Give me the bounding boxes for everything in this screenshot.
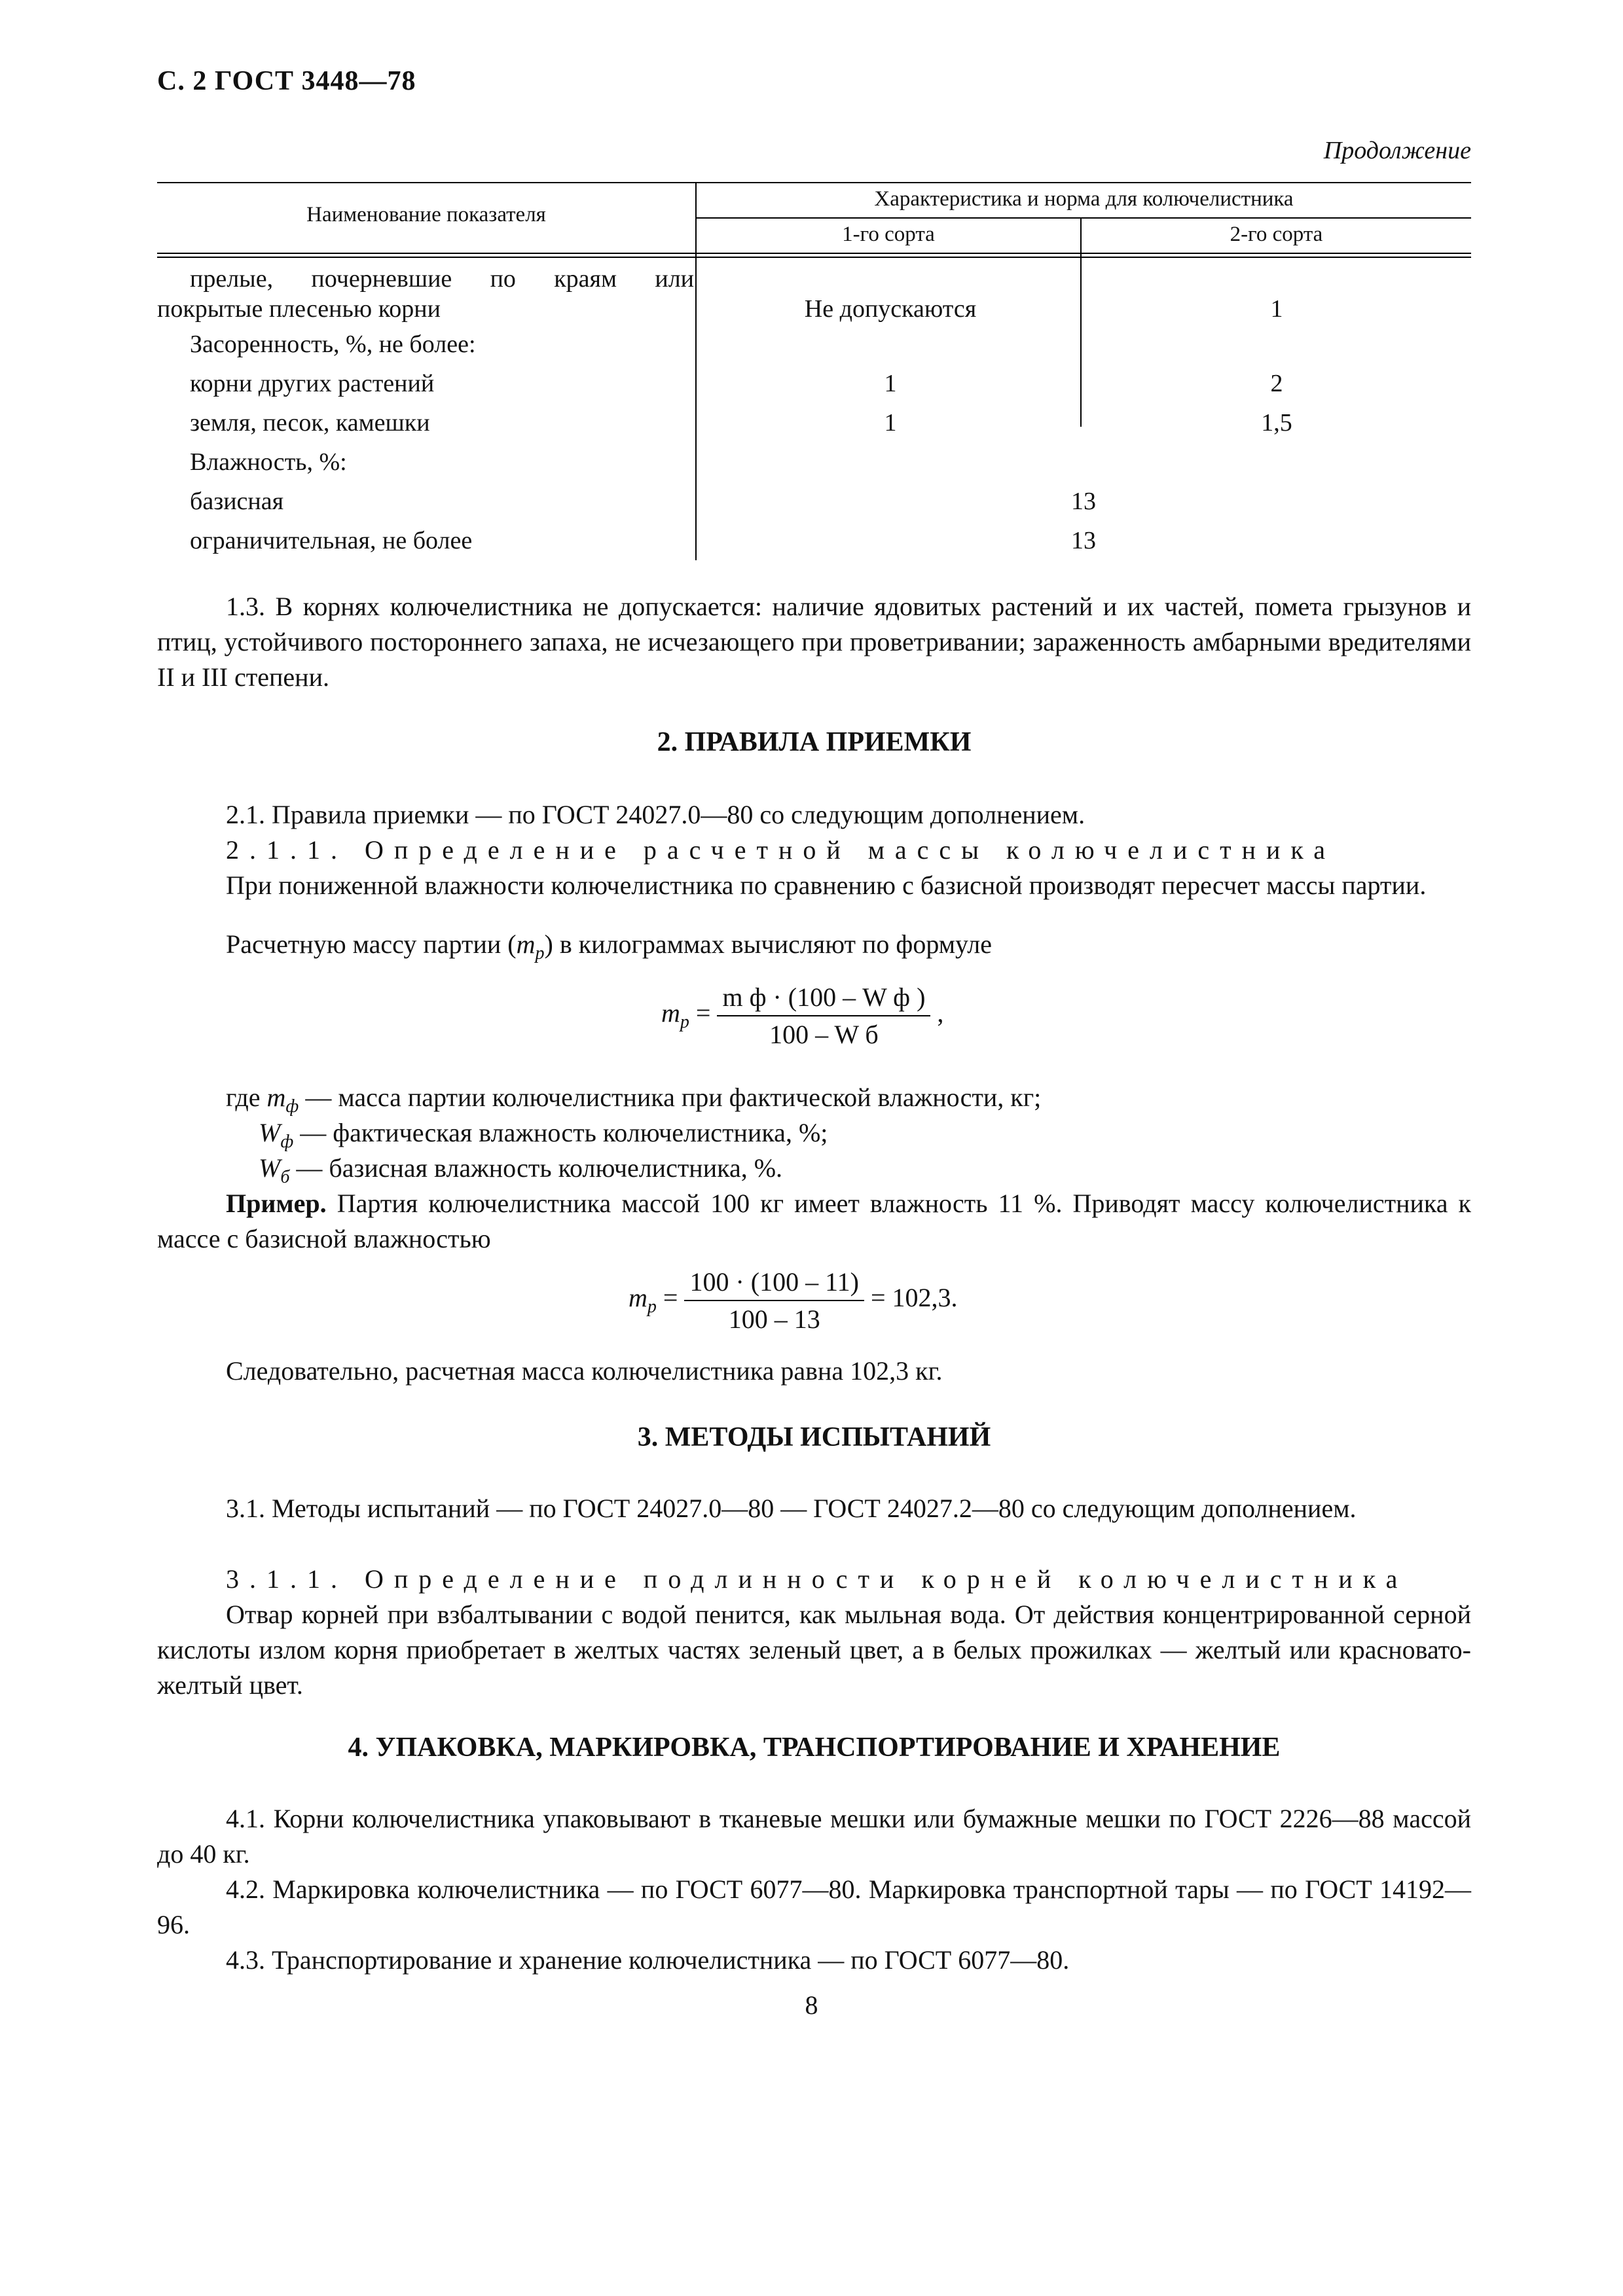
example-text: Партия колючелистника массой 100 кг имеет влажность 11 %. Приводят массу колючелистника к массе с базисной влажностью — [157, 1189, 1471, 1253]
table-row — [190, 448, 347, 476]
section-3-heading: 3. МЕТОДЫ ИСПЫТАНИЙ — [637, 1422, 991, 1452]
row-name: корни других растений — [190, 370, 435, 397]
formula2-result: = 102,3. — [870, 1283, 958, 1313]
paragraph-2-1-1: 2.1.1. Определение расчетной массы колючелистника — [226, 835, 1336, 865]
paragraph-3-1-1: 3.1.1. Определение подлинности корней колючелистника — [226, 1564, 1408, 1594]
formula-intro-symbol: $m_р$ — [516, 929, 545, 963]
where-item: где $m_ф$ — масса партии колючелистника при фактической влажности, кг; — [226, 1083, 1042, 1117]
row-name: земля, песок, камешки — [190, 409, 430, 437]
paragraph-authenticity-test: Отвар корней при взбалтывании с водой пенится, как мыльная вода. От действия концентрированной серной кислоты излом корня приобретает в желтых частях зеленый цвет, а в белых прожилках — желтый или красновато-желтый цвет. — [157, 1600, 1471, 1700]
formula1-denominator: 100 – W б — [769, 1020, 879, 1049]
paragraph-4-3: 4.3. Транспортирование и хранение колючелистника — по ГОСТ 6077—80. — [226, 1945, 1070, 1975]
row-value-merged: 13 — [1071, 527, 1096, 554]
paragraph-reduced-moisture: При пониженной влажности колючелистника по сравнению с базисной производят пересчет массы партии. — [226, 870, 1427, 900]
row-value-grade1: 1 — [884, 409, 897, 437]
table-subheader-rule — [697, 217, 1471, 219]
table-row — [190, 330, 476, 359]
paragraph-4-1: 4.1. Корни колючелистника упаковывают в тканевые мешки или бумажные мешки по ГОСТ 2226—88 массой до 40 кг. — [157, 1804, 1471, 1869]
row-value-merged: 13 — [1071, 488, 1096, 515]
section-2-heading: 2. ПРАВИЛА ПРИЕМКИ — [657, 727, 972, 757]
table-header-grade2: 2-го сорта — [1230, 223, 1323, 246]
formula2-numerator: 100 · (100 – 11) — [684, 1266, 864, 1301]
row-value-grade2: 2 — [1270, 370, 1283, 397]
page-header: С. 2 ГОСТ 3448—78 — [157, 66, 416, 96]
paragraph-formula-intro — [157, 927, 1471, 971]
table-grade-divider — [1080, 219, 1082, 427]
row-value-grade1: Не допускаются — [804, 295, 977, 323]
table-header-group: Характеристика и норма для колючелистника — [874, 187, 1294, 211]
paragraph-3-1: 3.1. Методы испытаний — по ГОСТ 24027.0—80 — ГОСТ 24027.2—80 со следующим дополнением. — [226, 1494, 1357, 1523]
row-value-grade1: 1 — [884, 370, 897, 397]
table-header-name: Наименование показателя — [306, 203, 546, 226]
continuation-label: Продолжение — [1323, 137, 1471, 164]
formula1-lhs: $m_р$ — [661, 998, 689, 1033]
formula2-lhs: $m_р$ — [629, 1283, 657, 1318]
formula1-fraction — [717, 982, 930, 1050]
paragraph-example — [157, 1186, 1471, 1257]
paragraph-2-1: 2.1. Правила приемки — по ГОСТ 24027.0—80 со следующим дополнением. — [226, 800, 1085, 829]
row-name: базисная — [190, 488, 284, 515]
formula-example: $m_р$ = $\frac{100 \cdot (100 - 11)}{100 - 13}$ = 102,3. — [629, 1267, 958, 1334]
row-value-grade2: 1 — [1270, 295, 1283, 323]
table-header-rule-2 — [157, 257, 1471, 258]
table-header-grade1: 1-го сорта — [842, 223, 935, 246]
paragraph-1-3: 1.3. В корнях колючелистника не допускается: наличие ядовитых растений и их частей, помета грызунов и птиц, устойчивого постороннего запаха, не исчезающего при проветривании; зараженность амбарными вредителями II и III степени. — [157, 592, 1471, 692]
formula1-tail: , — [937, 998, 944, 1028]
row-name: ограничительная, не более — [190, 527, 473, 554]
paragraph-4-2: 4.2. Маркировка колючелистника — по ГОСТ 6077—80. Маркировка транспортной тары — по ГОСТ 14192—96. — [157, 1874, 1471, 1939]
where-item: $W_б$ — базисная влажность колючелистника, %. — [259, 1153, 783, 1187]
where-item: $W_ф$ — фактическая влажность колючелистника, %; — [259, 1118, 828, 1152]
table-header-rule-1 — [157, 253, 1471, 254]
row-name: Влажность, %: — [190, 448, 347, 476]
formula-calculated-mass: $m_р$ = $\frac{\text{m ф · (100 – W ф )}}{\text{100 – W б}}$ , — [661, 982, 944, 1049]
formula-intro-b: ) в килограммах вычисляют по формуле — [544, 929, 993, 959]
row-name-line1: прелые, почерневшие по краям или — [190, 265, 694, 293]
formula1-numerator: m ф · (100 – W ф ) — [717, 982, 930, 1016]
row-name: Засоренность, %, не более: — [190, 331, 476, 358]
row-value-grade2: 1,5 — [1261, 409, 1292, 437]
table-top-rule — [157, 182, 1471, 183]
formula2-fraction — [684, 1266, 864, 1335]
page-number: 8 — [805, 1990, 818, 2020]
row-name-line2: покрытые плесенью корни — [157, 295, 441, 323]
formula2-denominator: 100 – 13 — [728, 1304, 820, 1334]
formula-intro-a: Расчетную массу партии ( — [226, 929, 517, 959]
paragraph-conclusion: Следовательно, расчетная масса колючелистника равна 102,3 кг. — [226, 1356, 943, 1386]
example-label: Пример. — [226, 1189, 327, 1218]
section-4-heading: 4. УПАКОВКА, МАРКИРОВКА, ТРАНСПОРТИРОВАНИЕ И ХРАНЕНИЕ — [348, 1732, 1281, 1763]
